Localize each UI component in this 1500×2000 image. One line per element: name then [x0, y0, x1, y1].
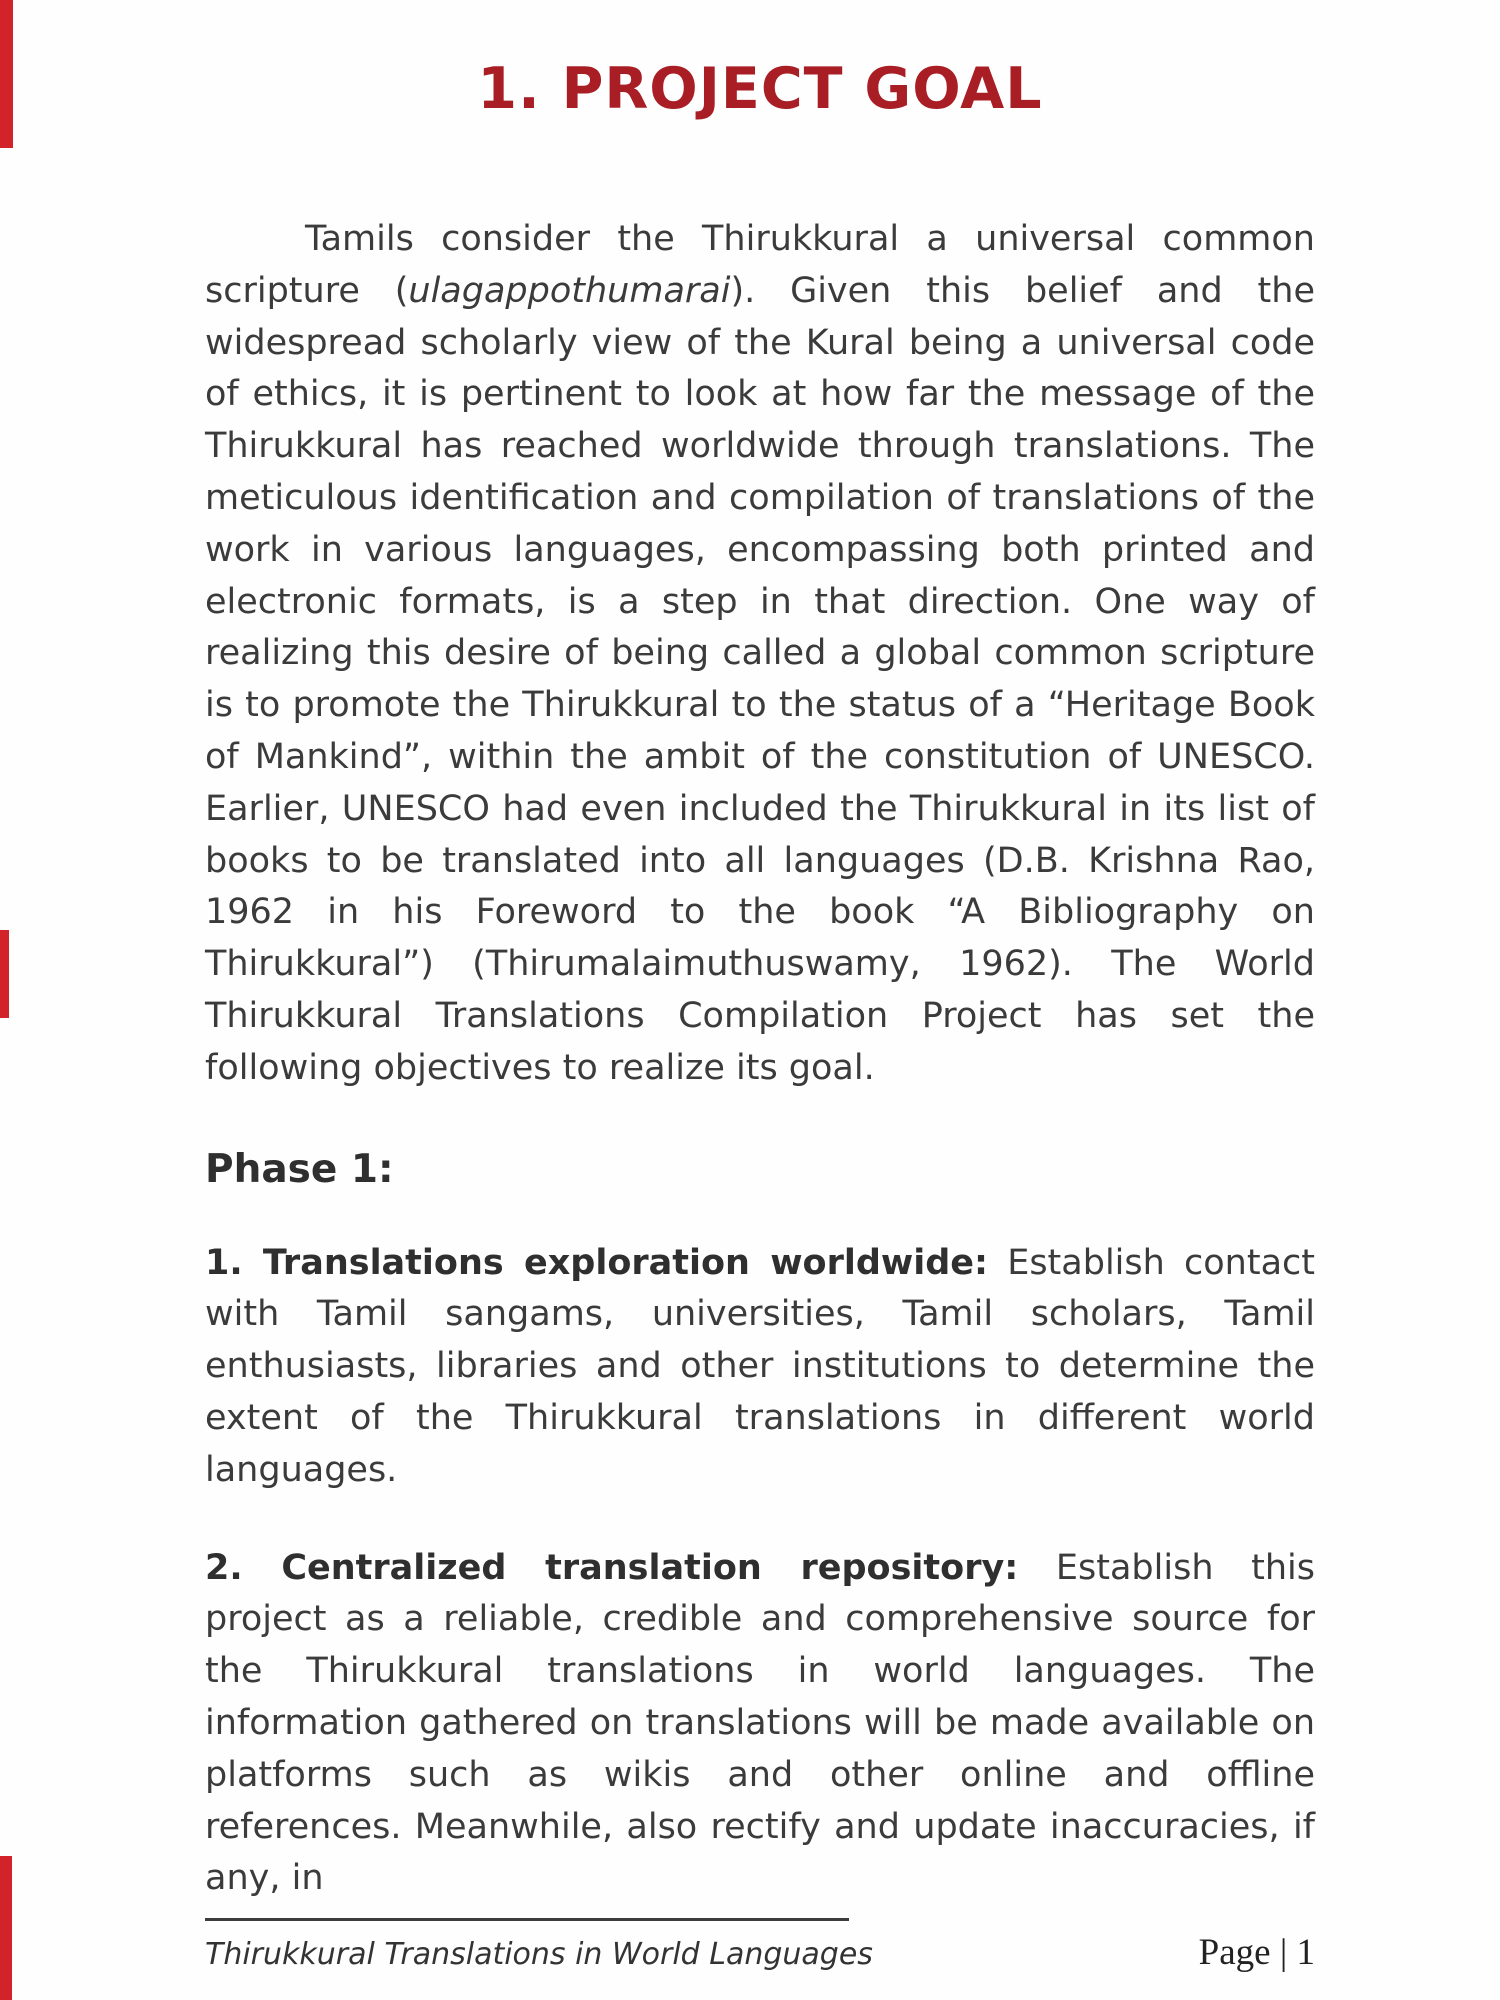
- objective-item-2: [205, 1543, 1315, 1906]
- phase-1-heading: Phase 1:: [205, 1146, 394, 1192]
- footer-rule: [205, 1918, 849, 1921]
- page-footer: [205, 1918, 1315, 1974]
- intro-text-start: Tamils consider the Thirukkural a universal common scripture (: [205, 219, 1315, 311]
- scan-artifact-mid-left: [0, 930, 9, 1018]
- objective-1-label: 1. Translations exploration worldwide:: [205, 1242, 989, 1283]
- footer-row: [205, 1931, 1315, 1974]
- objective-item-1: [205, 1238, 1315, 1497]
- intro-text-end: ). Given this belief and the widespread scholarly view of the Kural being a universal code of ethics, it is pertinent to look at how far the message of the Thirukkural has reached worldwide through translations. The meticulous identification and compilation of translations of the work in various languages, encompassing both printed and electronic formats, is a step in that direction. One way of realizing this desire of being called a global common scripture is to promote the Thirukkural to the status of a “Heritage Book of Mankind”, within the ambit of the constitution of UNESCO. Earlier, UNESCO had even included the Thirukkural in its list of books to be translated into all languages (D.B. Krishna Rao, 1962 in his Foreword to the book “A Bibliography on Thirukkural”) (Thirumalaimuthuswamy, 1962). The World Thirukkural Translations Compilation Project has set the following objectives to realize its goal.: [205, 270, 1315, 1088]
- scan-artifact-top-left: [0, 0, 13, 148]
- page-content: [205, 0, 1315, 1905]
- objective-1-text: Establish contact with Tamil sangams, universities, Tamil scholars, Tamil enthusiasts, libraries and other institutions to determine the extent of the Thirukkural translations in different world languages.: [205, 1242, 1315, 1490]
- objective-2-text: Establish this project as a reliable, credible and comprehensive source for the Thirukkural translations in world languages. The information gathered on translations will be made available on platforms such as wikis and other online and offline references. Meanwhile, also rectify and update inaccuracies, if any, in: [205, 1547, 1315, 1899]
- intro-italic-term: ulagappothumarai: [408, 270, 731, 311]
- intro-paragraph: [205, 214, 1315, 1095]
- page-title: 1. PROJECT GOAL: [477, 56, 1043, 122]
- objective-2-label: 2. Centralized translation repository:: [205, 1547, 1019, 1588]
- footer-book-title: Thirukkural Translations in World Languages: [205, 1937, 873, 1972]
- scan-artifact-bottom-left: [0, 1856, 12, 2000]
- footer-page-number: Page | 1: [1198, 1932, 1315, 1973]
